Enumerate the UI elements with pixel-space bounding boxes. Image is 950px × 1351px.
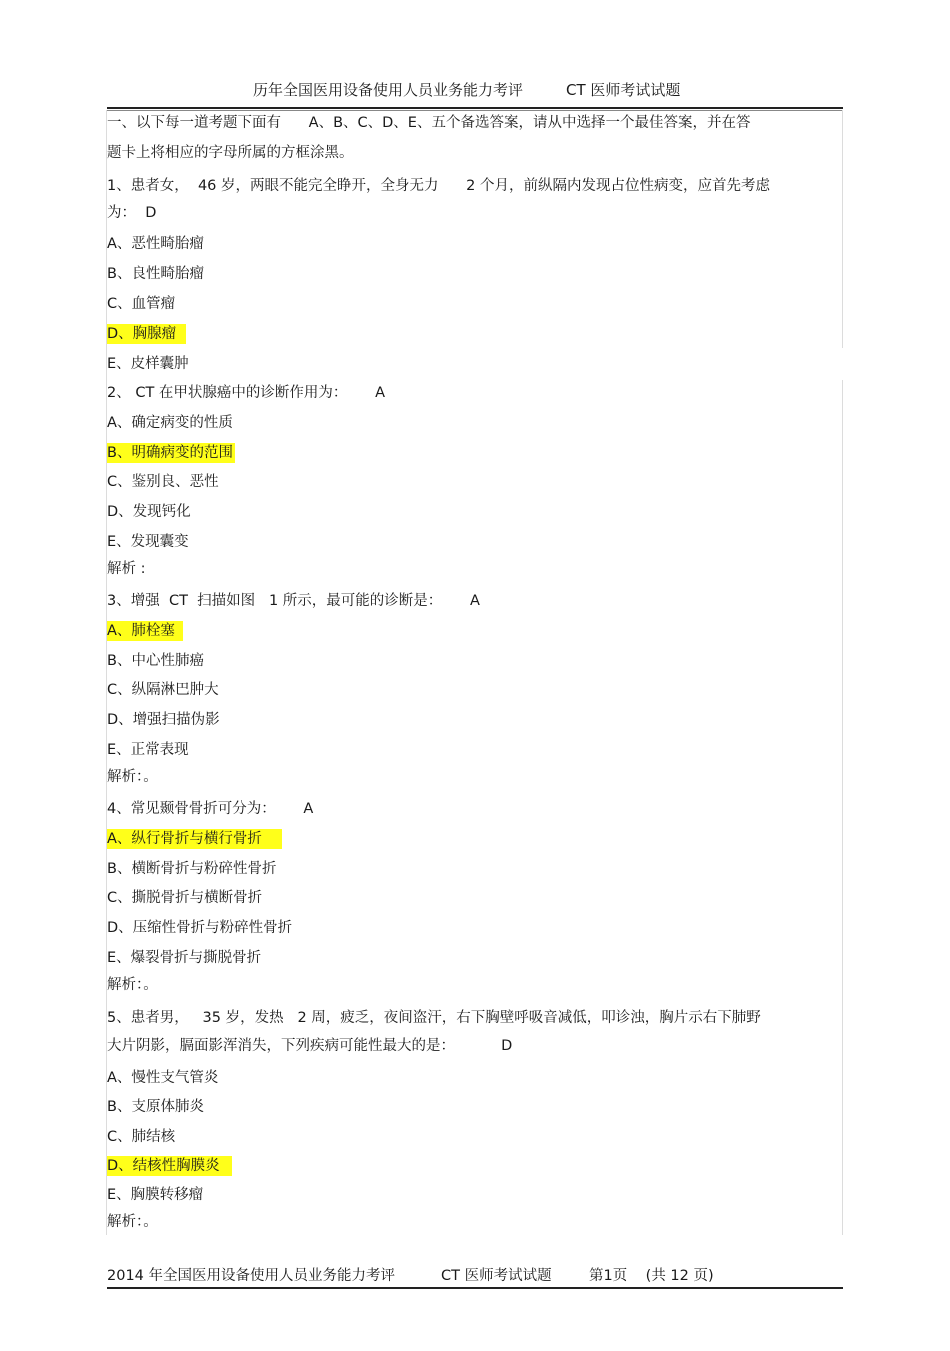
question-5-option-b: B、支原体肺炎: [107, 1099, 204, 1115]
question-1-stem-line-1: 1、患者女， 46 岁，两眼不能完全睁开，全身无力 2 个月，前纵隔内发现占位性病变，应首先考虑: [107, 178, 770, 194]
question-2-analysis: 解析 :: [107, 561, 146, 577]
question-3-analysis: 解析：。: [107, 769, 158, 785]
question-1-option-d-highlighted: D、胸腺瘤: [107, 324, 186, 344]
question-4-analysis: 解析：。: [107, 977, 158, 993]
header-rule-thin: [107, 110, 843, 111]
instructions-line-1: 一、以下每一道考题下面有 A、B、C、D、E、五个备选答案，请从中选择一个最佳答案，并在答: [107, 115, 751, 131]
question-4-option-d: D、压缩性骨折与粉碎性骨折: [107, 920, 293, 936]
question-4-option-a-highlighted: A、纵行骨折与横行骨折: [107, 829, 282, 849]
question-5-option-d-highlighted: D、结核性胸膜炎: [107, 1156, 232, 1176]
header-title-left: 历年全国医用设备使用人员业务能力考评: [253, 81, 524, 99]
question-4-stem: 4、常见颞骨骨折可分为： A: [107, 801, 314, 817]
question-2-option-d: D、发现钙化: [107, 504, 191, 520]
question-4-option-c: C、撕脱骨折与横断骨折: [107, 890, 263, 906]
instructions-line-2: 题卡上将相应的字母所属的方框涂黑。: [107, 145, 354, 161]
question-3-option-c: C、纵隔淋巴肿大: [107, 682, 219, 698]
footer-page-number: 第1页 (共 12 页): [589, 1268, 714, 1284]
question-3-option-a-highlighted: A、肺栓塞: [107, 621, 183, 641]
question-5-stem-line-1: 5、患者男， 35 岁，发热 2 周，疲乏，夜间盗汗，右下胸壁呼吸音减低，叩诊浊，胸片示右下肺野: [107, 1010, 761, 1026]
question-2-option-c: C、鉴别良、恶性: [107, 474, 219, 490]
question-1-option-e: E、皮样囊肿: [107, 356, 189, 372]
question-3-option-b: B、中心性肺癌: [107, 653, 204, 669]
question-5-option-a: A、慢性支气管炎: [107, 1070, 219, 1086]
question-3-stem: 3、增强 CT 扫描如图 1 所示，最可能的诊断是： A: [107, 593, 480, 609]
question-3-option-d: D、增强扫描伪影: [107, 712, 220, 728]
footer-left: 2014 年全国医用设备使用人员业务能力考评: [107, 1268, 396, 1284]
question-1-option-c: C、血管瘤: [107, 296, 176, 312]
question-4-option-e: E、爆裂骨折与撕脱骨折: [107, 950, 262, 966]
footer-rule: [107, 1287, 843, 1289]
header-rule: [107, 107, 843, 109]
question-5-option-c: C、肺结核: [107, 1129, 176, 1145]
question-3-option-e: E、正常表现: [107, 742, 189, 758]
question-1-option-a: A、恶性畸胎瘤: [107, 236, 204, 252]
question-5-analysis: 解析：。: [107, 1214, 158, 1230]
question-5-option-e: E、胸膜转移瘤: [107, 1187, 204, 1203]
header-title-right: CT 医师考试试题: [566, 81, 681, 99]
right-margin-line-upper: [842, 110, 843, 348]
question-2-option-b-highlighted: B、明确病变的范围: [107, 445, 233, 461]
question-1-option-b: B、良性畸胎瘤: [107, 266, 204, 282]
question-2-option-e: E、发现囊变: [107, 534, 189, 550]
question-2-option-a: A、确定病变的性质: [107, 415, 233, 431]
right-margin-line-lower: [842, 380, 843, 1235]
question-4-option-b: B、横断骨折与粉碎性骨折: [107, 861, 277, 877]
question-2-stem: 2、 CT 在甲状腺癌中的诊断作用为： A: [107, 385, 385, 401]
question-1-stem-line-2: 为： D: [107, 205, 157, 221]
footer-middle: CT 医师考试试题: [441, 1268, 552, 1284]
question-5-stem-line-2: 大片阴影，膈面影浑消失，下列疾病可能性最大的是： D: [107, 1038, 513, 1054]
